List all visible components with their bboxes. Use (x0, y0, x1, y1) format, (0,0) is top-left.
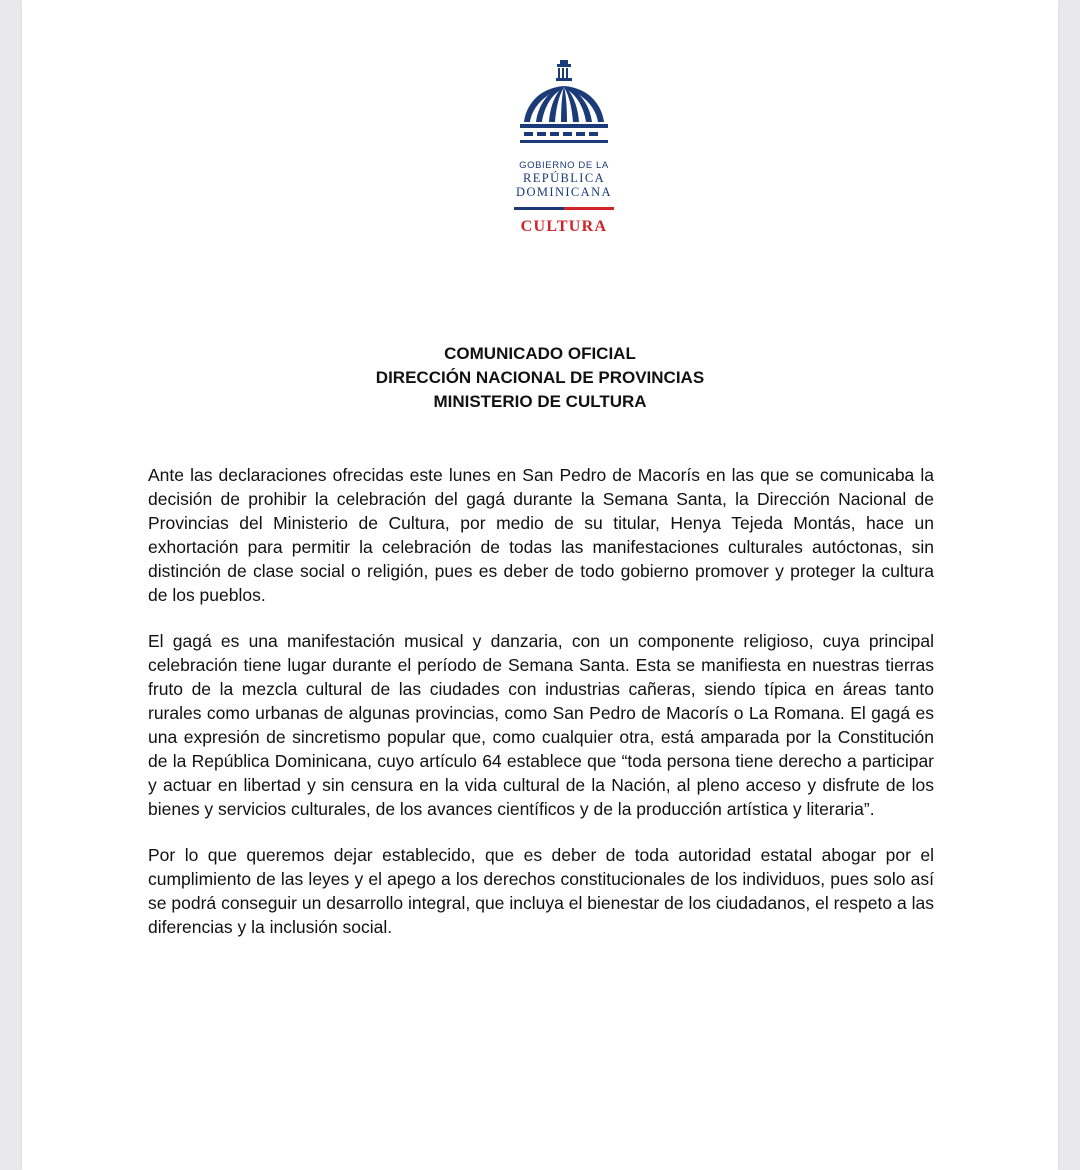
heading-title: COMUNICADO OFICIAL (444, 344, 636, 363)
document-heading (22, 342, 1058, 414)
heading-ministry: MINISTERIO DE CULTURA (433, 392, 647, 411)
logo-text-republica: REPÚBLICA (522, 171, 606, 185)
logo-text-cultura: CULTURA (520, 218, 608, 235)
document-page (22, 0, 1058, 1170)
logo-divider (514, 207, 614, 210)
government-logo (510, 58, 618, 236)
document-body (148, 463, 934, 961)
body-paragraph: Por lo que queremos dejar establecido, que es deber de toda autoridad estatal abogar por el cumplimiento de las leyes y el apego a los derechos constitucionales de los individuos, pues solo así se podrá conseguir un desarrollo integral, que incluya el bienestar de los ciudadanos, el respeto a las diferencias y la inclusión social. (148, 845, 934, 937)
heading-department: DIRECCIÓN NACIONAL DE PROVINCIAS (375, 368, 705, 387)
logo-text-dominicana: DOMINICANA (516, 185, 612, 199)
body-paragraph: El gagá es una manifestación musical y danzaria, con un componente religioso, cuya principal celebración tiene lugar durante el período de Semana Santa. Esta se manifiesta en nuestras tierras fruto de la mezcla cultural de las ciudades con industrias cañeras, siendo típica en áreas tanto rurales como urbanas de algunas provincias, como San Pedro de Macorís o La Romana. El gagá es una expresión de sincretismo popular que, como cualquier otra, está amparada por la Constitución de la República Dominicana, cuyo artículo 64 establece que “toda persona tiene derecho a participar y actuar en libertad y sin censura en la vida cultural de la Nación, al pleno acceso y disfrute de los bienes y servicios culturales, de los avances científicos y de la producción artística y literaria”. (148, 631, 934, 819)
body-paragraph: Ante las declaraciones ofrecidas este lunes en San Pedro de Macorís en las que se comunicaba la decisión de prohibir la celebración del gagá durante la Semana Santa, la Dirección Nacional de Provincias del Ministerio de Cultura, por medio de su titular, Henya Tejeda Montás, hace un exhortación para permitir la celebración de todas las manifestaciones culturales autóctonas, sin distinción de clase social o religión, pues es deber de todo gobierno promover y proteger la cultura de los pueblos. (148, 465, 934, 605)
logo-text-gobierno: GOBIERNO DE LA (519, 160, 609, 171)
capitol-dome-icon (518, 58, 610, 146)
